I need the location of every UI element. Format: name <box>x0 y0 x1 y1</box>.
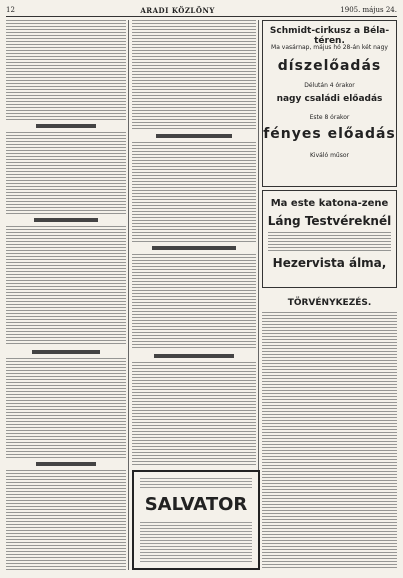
circus-time-1: Délután 4 órakor <box>304 82 355 89</box>
event-title: Ma este katona-zene <box>270 198 389 209</box>
ad-text <box>140 522 252 562</box>
event-venue: Láng Testvéreknél <box>267 214 392 228</box>
circus-subtitle: Ma vasárnap, május hó 28-án két nagy <box>271 44 388 51</box>
text-block <box>132 20 256 130</box>
text-block <box>268 232 391 252</box>
page-header <box>6 4 397 16</box>
text-block <box>262 312 397 570</box>
text-block <box>132 254 256 350</box>
heading-line <box>154 354 234 358</box>
heading-line <box>36 124 96 128</box>
header-rule <box>6 16 397 17</box>
text-block <box>132 362 256 466</box>
circus-headline: díszelőadás <box>277 58 382 74</box>
newspaper-name: ARADI KÖZLÖNY <box>140 5 215 15</box>
circus-time-2: Este 8 órakor <box>309 114 350 121</box>
law-section-title: TÖRVÉNYKEZÉS. <box>287 298 372 308</box>
heading-line <box>32 350 100 354</box>
circus-program: Kiváló műsor <box>310 152 349 159</box>
column-3 <box>262 20 397 570</box>
text-block <box>6 20 126 120</box>
salvator-title: SALVATOR <box>144 494 248 515</box>
circus-evening-show: fényes előadás <box>263 126 396 142</box>
text-block <box>6 132 126 214</box>
page-number: 12 <box>6 6 15 14</box>
heading-line <box>34 218 98 222</box>
heading-line <box>156 134 232 138</box>
text-block <box>132 142 256 242</box>
salvator-ad <box>132 470 260 570</box>
heading-line <box>152 246 236 250</box>
issue-date: 1905. május 24. <box>340 6 397 14</box>
text-block <box>6 470 126 570</box>
text-block <box>6 226 126 346</box>
heading-line <box>36 462 96 466</box>
event-headline: Hezervista álma, <box>272 256 387 270</box>
ad-text <box>140 478 252 488</box>
column-rule <box>128 20 129 570</box>
circus-family-show: nagy családi előadás <box>276 94 383 104</box>
text-block <box>6 358 126 458</box>
circus-title: Schmidt-cirkusz a Béla-téren. <box>269 26 390 46</box>
column-1 <box>6 20 126 570</box>
